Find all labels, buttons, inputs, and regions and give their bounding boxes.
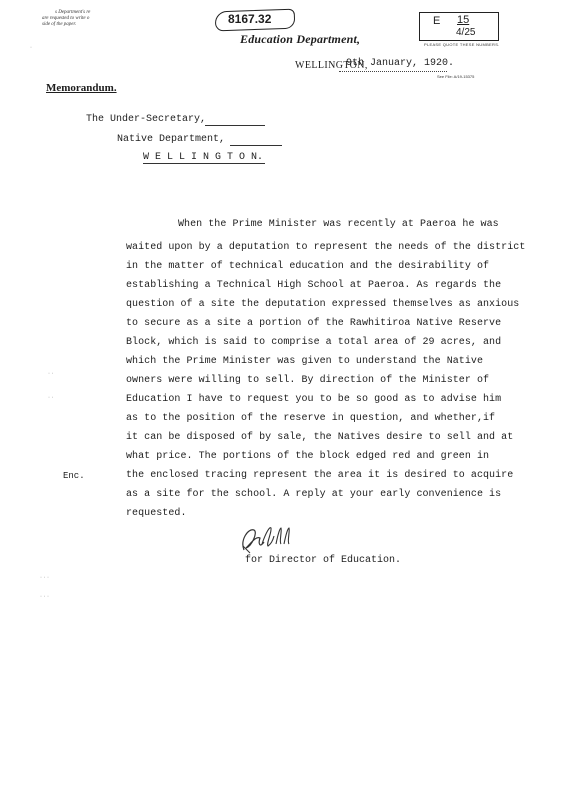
body-line: establishing a Technical High School at Paeroa. As regards the xyxy=(126,280,502,291)
addressee-underline xyxy=(143,163,265,164)
body-line: owners were willing to sell. By direction of the Minister of xyxy=(126,375,490,386)
body-line: waited upon by a deputation to represent the needs of the district xyxy=(126,242,526,253)
instruction-line: s Department's re xyxy=(55,10,91,15)
scan-mark: · · xyxy=(48,371,54,377)
addressee-underline xyxy=(230,145,282,146)
scan-mark: · · xyxy=(48,395,54,401)
body-line: When the Prime Minister was recently at Paeroa he was xyxy=(178,219,499,230)
reference-number: 15 xyxy=(457,14,470,26)
body-line: the enclosed tracing represent the area it is desired to acquire xyxy=(126,470,514,481)
date: 9th January, 1920. xyxy=(346,58,455,69)
instruction-line: are requested to write o xyxy=(42,16,90,21)
body-line: what price. The portions of the block edged red and green in xyxy=(126,451,490,462)
scan-mark: · · · xyxy=(40,575,49,581)
file-number: 8167.32 xyxy=(228,12,272,26)
body-line: as a site for the school. A reply at your early convenience is xyxy=(126,489,502,500)
signature-initials xyxy=(238,522,300,556)
memorandum-label: Memorandum. xyxy=(46,82,117,94)
body-line: it can be disposed of by sale, the Natives desire to sell and at xyxy=(126,432,514,443)
department-heading: Education Department, xyxy=(240,32,361,46)
see-file-note: See File: A/19-15375 xyxy=(437,74,475,79)
body-line: in the matter of technical education and the desirability of xyxy=(126,261,490,272)
body-line: requested. xyxy=(126,508,187,519)
body-line: to secure as a site a portion of the Rawhitiroa Native Reserve xyxy=(126,318,502,329)
reference-letter: E xyxy=(433,15,441,27)
scan-mark: · · · xyxy=(40,594,49,600)
instruction-line: side of the paper. xyxy=(42,22,77,27)
addressee-underline xyxy=(205,125,265,126)
place: WELLINGTON, xyxy=(295,60,368,71)
body-line: question of a site the deputation expressed themselves as anxious xyxy=(126,299,520,310)
scan-mark: · xyxy=(30,45,32,51)
reference-quote-note: PLEASE QUOTE THESE NUMBERS. xyxy=(424,42,500,47)
body-line: which the Prime Minister was given to understand the Native xyxy=(126,356,484,367)
body-line: as to the position of the reserve in question, and whether,if xyxy=(126,413,496,424)
body-line: Education I have to request you to be so good as to advise him xyxy=(126,394,502,405)
signed-line: for Director of Education. xyxy=(245,555,402,566)
addressee-line: W E L L I N G T O N. xyxy=(143,152,264,163)
body-line: Block, which is said to comprise a total area of 29 acres, and xyxy=(126,337,502,348)
enclosure-note: Enc. xyxy=(63,471,85,481)
addressee-line: Native Department, xyxy=(117,134,226,145)
addressee-line: The Under-Secretary, xyxy=(86,114,207,125)
date-underline xyxy=(339,71,447,72)
reference-sub-number: 4/25 xyxy=(456,27,476,38)
